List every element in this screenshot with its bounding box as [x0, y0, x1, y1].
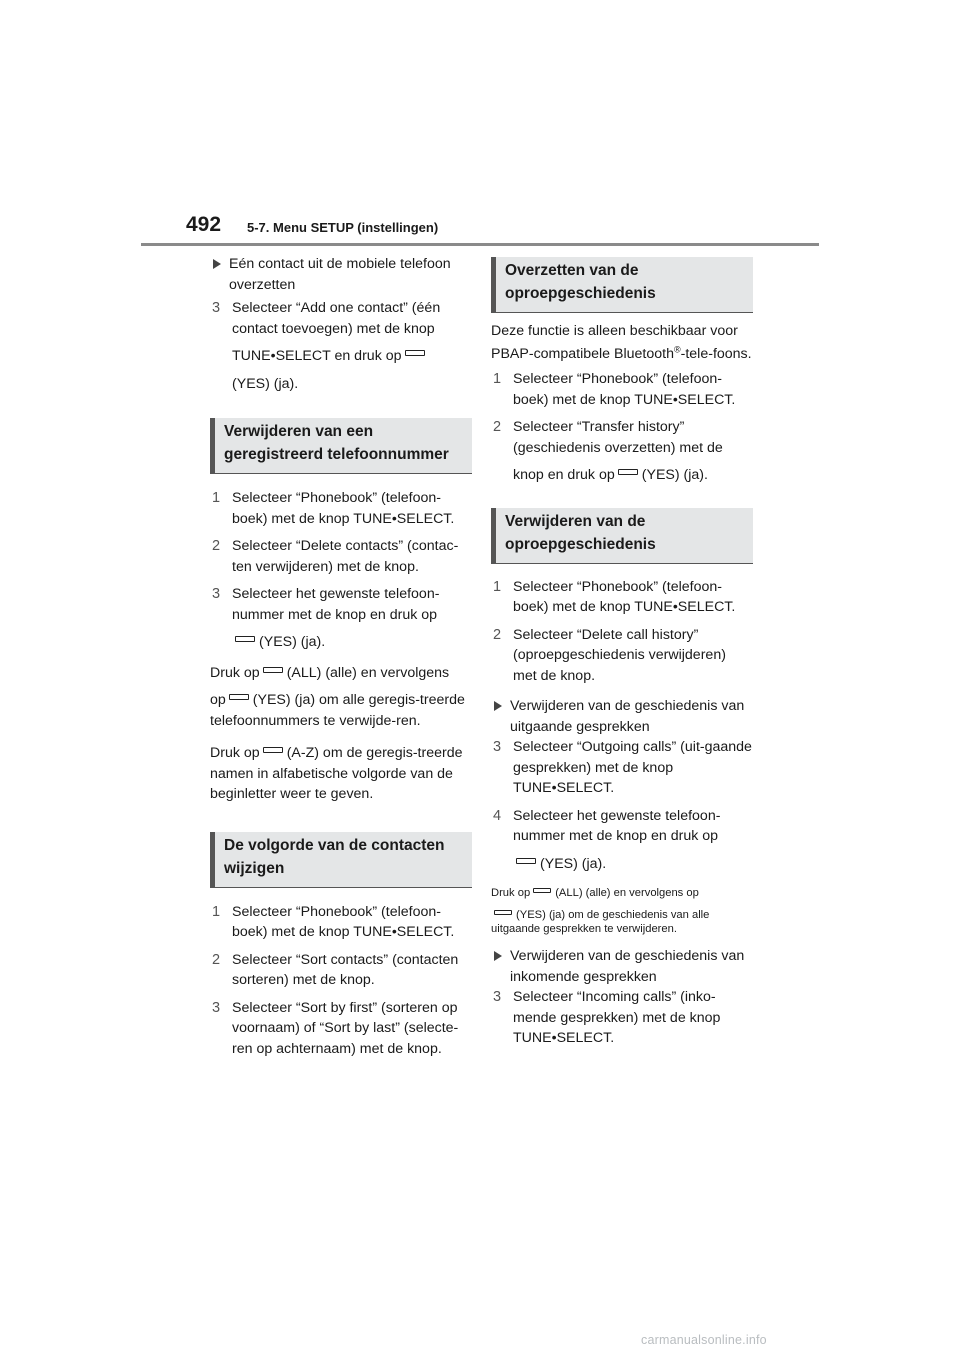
page-number: 492 [186, 213, 222, 236]
right-column [491, 254, 753, 1049]
note-delete-all-outgoing: Druk op (ALL) (alle) en vervolgens op [491, 887, 699, 899]
triangle-bullet-icon [494, 701, 502, 711]
section-heading-sort-contacts: De volgorde van de contacten wijzigen [210, 832, 472, 888]
note-all-delete: Druk op (ALL) (alle) en vervolgens [210, 664, 450, 681]
step-2-sort-contacts: 2 Selecteer “Sort contacts” (contacten sorteren) met de knop. [212, 951, 459, 988]
step-3-outgoing-calls: 3 Selecteer “Outgoing calls” (uit-gaande gesprekken) met de knop TUNE•SELECT. [493, 739, 752, 796]
yes-button-icon [494, 910, 512, 915]
yes-button-icon [405, 350, 425, 356]
section-heading-delete-number: Verwijderen van een geregistreerd telefoonnummer [210, 418, 472, 474]
step-2-transfer-history: 2 Selecteer “Transfer history” (geschiedenis overzetten) met de [493, 419, 723, 456]
step-1-phonebook: 1 Selecteer “Phonebook” (telefoon-boek) met de knop TUNE•SELECT. [212, 490, 455, 527]
step-1-phonebook-delete-history: 1 Selecteer “Phonebook” (telefoon-boek) met de knop TUNE•SELECT. [493, 578, 736, 615]
triangle-bullet-icon [494, 951, 502, 961]
heading-bar [210, 832, 215, 887]
step-1-phonebook-sort: 1 Selecteer “Phonebook” (telefoon-boek) met de knop TUNE•SELECT. [212, 903, 455, 940]
step-4-yes-line: (YES) (ja). [491, 854, 753, 875]
step-3-select-number: 3 Selecteer het gewenste telefoon-nummer met de knop en druk op [212, 586, 440, 623]
yes-button-icon [229, 694, 249, 700]
note-delete-all-outgoing-continued: (YES) (ja) om de geschiedenis van alle uitgaande gesprekken te verwijderen. [491, 909, 710, 935]
subheading-outgoing: Verwijderen van de geschiedenis van uitgaande gesprekken [491, 696, 753, 737]
yes-button-icon [516, 858, 536, 864]
pbap-note: Deze functie is alleen beschikbaar voor PBAP-compatibele Bluetooth®-tele-foons. [491, 323, 752, 362]
triangle-bullet-icon [213, 259, 221, 269]
section-heading-transfer-history: Overzetten van de oproepgeschiedenis [491, 257, 753, 313]
note-sort-az: Druk op (A-Z) om de geregis-treerde namen in alfabetische volgorde van de beginletter weer te geven. [210, 745, 463, 802]
all-button-icon [263, 667, 283, 673]
yes-button-icon [618, 469, 638, 475]
section-header-title: 5-7. Menu SETUP (instellingen) [247, 220, 439, 235]
section-heading-delete-history: Verwijderen van de oproepgeschiedenis [491, 508, 753, 564]
heading-bar [491, 508, 496, 563]
note-all-delete-continued: op (YES) (ja) om alle geregis-treerde telefoonnummers te verwijde-ren. [210, 692, 465, 729]
step-3-add-one-contact: 3 Selecteer “Add one contact” (één contact toevoegen) met de knop [212, 300, 441, 337]
heading-bar [491, 257, 496, 312]
yes-button-icon [235, 636, 255, 642]
step-3-incoming-calls: 3 Selecteer “Incoming calls” (inko-mende gesprekken) met de knop TUNE•SELECT. [493, 989, 721, 1046]
subheading-one-contact: Eén contact uit de mobiele telefoon overzetten [210, 254, 472, 295]
step-1-phonebook-transfer: 1 Selecteer “Phonebook” (telefoon-boek) met de knop TUNE•SELECT. [493, 371, 736, 408]
step-2-delete-contacts: 2 Selecteer “Delete contacts” (contac-ten verwijderen) met de knop. [212, 538, 459, 575]
step-3-yes: (YES) (ja). [232, 375, 299, 392]
step-4-select-number: 4 Selecteer het gewenste telefoon-nummer met de knop en druk op [493, 807, 721, 844]
left-column [210, 254, 472, 1059]
step-3-sort-by: 3 Selecteer “Sort by first” (sorteren op voornaam) of “Sort by last” (selecte-ren op achternaam) met de knop. [212, 999, 459, 1057]
heading-bar [210, 418, 215, 473]
header-rule [141, 243, 819, 246]
all-button-icon [533, 888, 551, 893]
step-3-continued: TUNE•SELECT en druk op [210, 346, 472, 367]
subheading-incoming: Verwijderen van de geschiedenis van inkomende gesprekken [491, 946, 753, 987]
watermark: carmanualsonline.info [641, 1333, 767, 1347]
az-button-icon [263, 747, 283, 753]
step-number: 3 [212, 300, 221, 316]
step-2-delete-call-history: 2 Selecteer “Delete call history” (oproepgeschiedenis verwijderen) met de knop. [493, 626, 726, 684]
step-3-yes-line: (YES) (ja). [210, 632, 472, 653]
step-2-continued: knop en druk op (YES) (ja). [513, 467, 708, 483]
